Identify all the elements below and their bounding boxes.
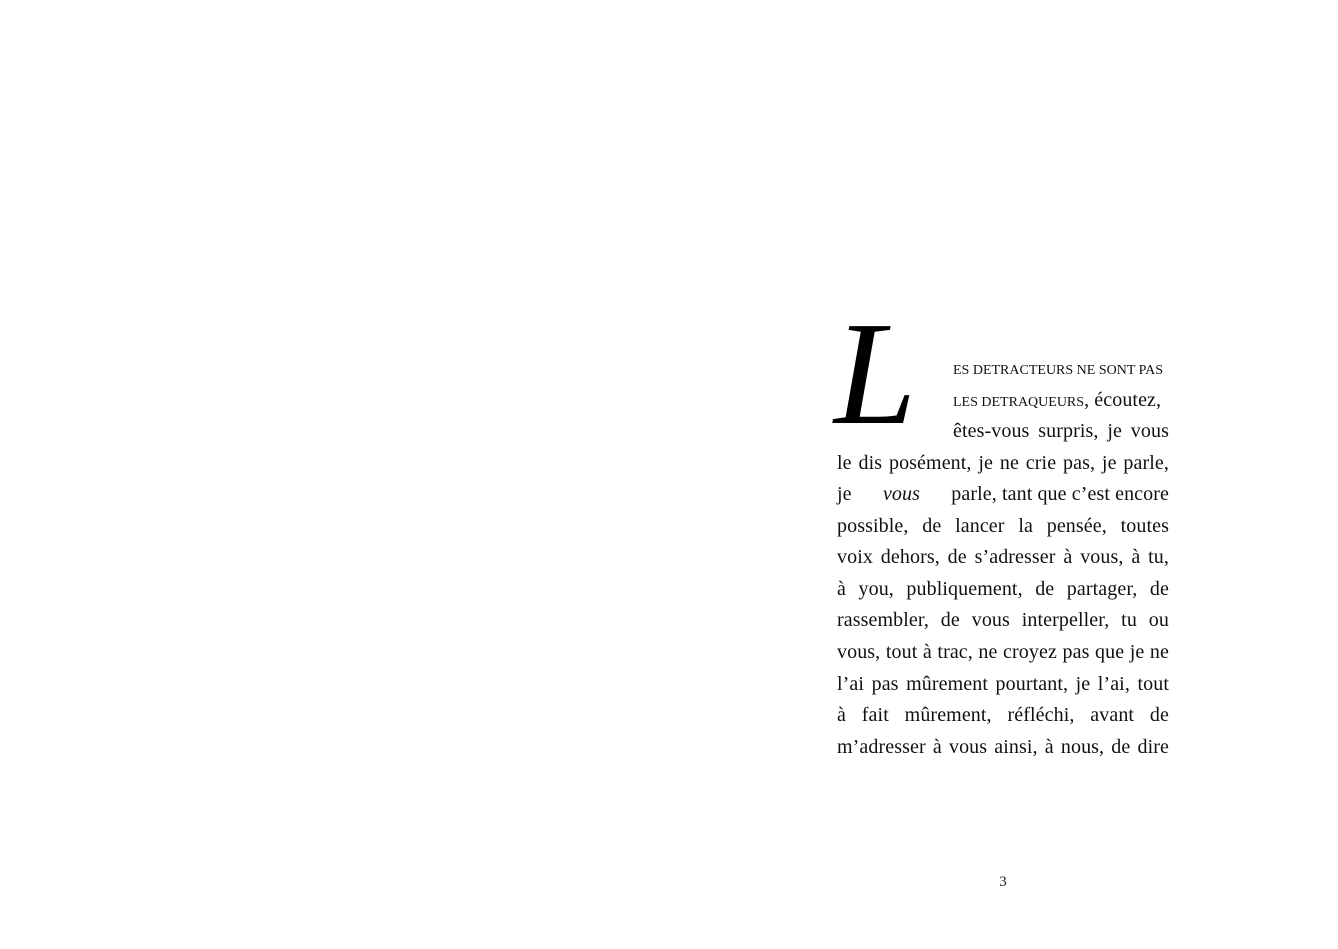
text-line-10: vous, tout à trac, ne croyez pas que je ne bbox=[837, 641, 1169, 663]
text-line-1 bbox=[953, 352, 1169, 384]
small-caps-text: ES DETRACTEURS NE SONT PAS bbox=[953, 363, 1164, 378]
drop-cap: L bbox=[834, 292, 917, 456]
text-line-5 bbox=[837, 478, 1169, 510]
page-number: 3 bbox=[999, 874, 1007, 890]
text-run: je bbox=[837, 483, 852, 505]
text-line-4: le dis posément, je ne crie pas, je parle, bbox=[837, 452, 1169, 474]
small-caps-text: LES DETRAQUEURS bbox=[953, 395, 1085, 410]
italic-text: vous bbox=[882, 483, 920, 505]
text-run: , écoutez, bbox=[1084, 389, 1162, 411]
text-line-6: possible, de lancer la pensée, toutes bbox=[837, 515, 1169, 537]
text-line-2 bbox=[953, 384, 1169, 416]
text-line-3: êtes-vous surpris, je vous bbox=[953, 420, 1169, 442]
text-line-12: à fait mûrement, réfléchi, avant de bbox=[837, 704, 1169, 726]
text-line-7: voix dehors, de s’adresser à vous, à tu, bbox=[837, 546, 1169, 568]
text-line-8: à you, publiquement, de partager, de bbox=[837, 578, 1169, 600]
text-line-9: rassembler, de vous interpeller, tu ou bbox=[837, 609, 1169, 631]
text-run: parle, tant que c’est encore bbox=[951, 483, 1169, 505]
text-line-11: l’ai pas mûrement pourtant, je l’ai, tout bbox=[837, 673, 1169, 695]
text-line-13: m’adresser à vous ainsi, à nous, de dire bbox=[837, 736, 1169, 758]
